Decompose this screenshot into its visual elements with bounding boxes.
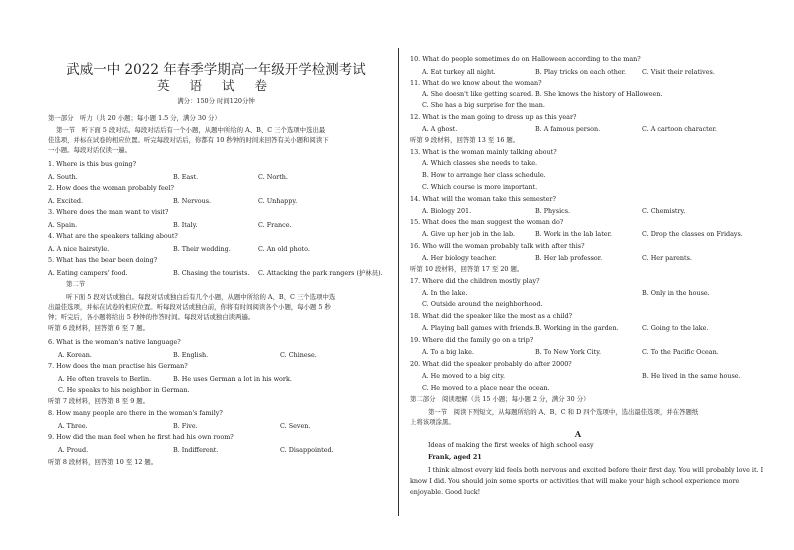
question: 18. What did the speaker like the most as a child?: [410, 312, 573, 320]
question: 9. How did the man feel when he first had his own room?: [48, 433, 234, 441]
question: 8. How many people are there in the woman's family?: [48, 409, 223, 417]
option: A. Excited.: [48, 197, 84, 205]
question: 14. What will the woman take this semester?: [410, 195, 556, 203]
option: B. East.: [173, 173, 199, 181]
option: C. Chemistry.: [642, 207, 686, 215]
option: A. Give up her job in the lab.: [422, 230, 516, 238]
material-heading: 听第 7 段材料，回答第 8 至 9 题。: [48, 397, 150, 405]
option: C. Drop the classes on Fridays.: [642, 230, 743, 238]
option: C. He speaks to his neighbor in German.: [58, 386, 190, 394]
passage-text: enjoyable. Good luck!: [410, 488, 481, 496]
passage-label: A: [574, 429, 582, 439]
section2-instr: 钟；听完后，各小题将给出 5 秒钟的作答时间。每段对话或独白读两遍。: [48, 313, 255, 321]
option: B. Chasing the tourists.: [173, 269, 250, 277]
question: 2. How does the woman probably feel?: [48, 184, 174, 192]
option: B. Play tricks on each other.: [535, 68, 626, 76]
question: 7. How does the man practise his German?: [48, 362, 188, 370]
section1-instr: 佳选项，并标在试卷的相应位置。听完每段对话后，你都有 10 秒钟的时间来回答有关小题和阅读下: [48, 136, 329, 144]
option: A. Playing ball games with friends.: [422, 324, 535, 332]
option: C. She has a big surprise for the man.: [422, 101, 545, 109]
question: 17. Where did the children mostly play?: [410, 277, 540, 285]
material-heading: 听第 6 段材料，回答第 6 至 7 题。: [48, 324, 150, 332]
question: 10. What do people sometimes do on Halloween according to the man?: [410, 55, 641, 63]
option: B. Indifferent.: [173, 446, 219, 454]
option: A. She doesn't like getting scared.: [422, 90, 534, 98]
option: A. South.: [48, 173, 78, 181]
question: 5. What has the bear been doing?: [48, 256, 158, 264]
option: B. Her lab professor.: [535, 254, 603, 262]
section2-instr: 听下面 5 段对话或独白。每段对话或独白后有几个小题，从题中所给的 A、B、C 三个选项中选: [66, 293, 336, 301]
option: B. Working in the garden.: [535, 324, 619, 332]
section2-heading: 第二节: [66, 280, 86, 288]
column-divider: [398, 48, 399, 516]
passage-text: know I did. You should join some sports or activities that will make your high school experience more: [410, 477, 740, 485]
passage-author: Frank, aged 21: [428, 453, 482, 461]
section1-instr: 第一节 听下面 5 段对话。每段对话后有一个小题，从题中所给的 A、B、C 三个选项中选出最: [56, 126, 326, 134]
material-heading: 听第 8 段材料，回答第 10 至 12 题。: [48, 458, 158, 466]
option: A. Which classes she needs to take.: [422, 159, 538, 167]
option: C. Disappointed.: [280, 446, 334, 454]
option: B. Italy.: [173, 221, 198, 229]
option: B. Their wedding.: [173, 245, 231, 253]
option: B. Work in the lab later.: [535, 230, 612, 238]
question: 20. What did the speaker probably do after 2000?: [410, 360, 572, 368]
option: A. Biology 201.: [422, 207, 472, 215]
option: A. He often travels to Berlin.: [58, 375, 152, 383]
option: C. An old photo.: [258, 245, 310, 253]
option: B. To New York City.: [535, 348, 602, 356]
option: A. A ghost.: [422, 125, 458, 133]
material-heading: 听第 10 段材料，回答第 17 至 20 题。: [410, 265, 524, 273]
option: B. English.: [173, 351, 209, 359]
part2-heading: 第二部分 阅读理解（共 15 小题；每小题 2 分，满分 30 分）: [410, 395, 590, 403]
option: C. Her parents.: [642, 254, 692, 262]
section1-instr: 一小题。每段对话仅读一遍。: [48, 146, 132, 154]
option: C. Seven.: [280, 422, 311, 430]
option: A. A nice hairstyle.: [48, 245, 110, 253]
question: 11. What do we know about the woman?: [410, 79, 542, 87]
option: B. Five.: [173, 422, 198, 430]
option: C. Unhappy.: [258, 197, 298, 205]
option: B. He uses German a lot in his work.: [173, 375, 292, 383]
option: A. Her biology teacher.: [422, 254, 497, 262]
option: B. A famous person.: [535, 125, 601, 133]
option: A. He moved to a big city.: [422, 372, 506, 380]
option: A. Korean.: [58, 351, 92, 359]
option: C. He moved to a place near the ocean.: [422, 384, 550, 392]
question: 16. Who will the woman probably talk with after this?: [410, 242, 585, 250]
passage-text: I think almost every kid feels both nervous and excited before their first day. You will probably love it. I: [428, 466, 764, 474]
option: A. Spain.: [48, 221, 78, 229]
option: B. How to arrange her class schedule.: [422, 171, 546, 179]
option: A. To a big lake.: [422, 348, 474, 356]
option: A. Proud.: [58, 446, 89, 454]
question: 3. Where does the man want to visit?: [48, 208, 169, 216]
passage-title: Ideas of making the first weeks of high school easy: [428, 441, 594, 449]
part2-instr: 第一节 阅读下列短文，从每题所给的 A、B、C 和 D 四个选项中，选出最佳选项，并在答题纸: [428, 408, 699, 416]
option: C. North.: [258, 173, 288, 181]
question: 19. Where did the family go on a trip?: [410, 336, 534, 344]
option: C. Outside around the neighborhood.: [422, 300, 543, 308]
option: C. Chinese.: [280, 351, 317, 359]
part1-heading: 第一部分 听力（共 20 小题；每小题 1.5 分，满分 30 分）: [48, 114, 221, 122]
section2-instr: 出最佳选项，并标在试卷的相应位置。听每段对话或独白前，你将有时间阅读各个小题，每小题 5 秒: [48, 303, 331, 311]
option: B. Nervous.: [173, 197, 212, 205]
part2-instr: 上将该项涂黑。: [410, 418, 455, 426]
option: A. Eat turkey all night.: [422, 68, 496, 76]
option: C. Visit their relatives.: [642, 68, 715, 76]
option: C. Going to the lake.: [642, 324, 709, 332]
option: B. She knows the history of Halloween.: [535, 90, 663, 98]
option: C. Attacking the park rangers (护林员).: [258, 269, 383, 277]
question: 13. What is the woman mainly talking about?: [410, 148, 557, 156]
option: C. France.: [258, 221, 292, 229]
question: 12. What is the man going to dress up as this year?: [410, 113, 577, 121]
option: A. Three.: [58, 422, 88, 430]
question: 15. What does the man suggest the woman do?: [410, 218, 564, 226]
question: 1. Where is this bus going?: [48, 160, 136, 168]
exam-meta: 满分：150分 时间120分钟: [177, 97, 255, 105]
material-heading: 听第 9 段材料，回答第 13 至 16 题。: [410, 136, 520, 144]
question: 6. What is the woman's native language?: [48, 338, 181, 346]
exam-title: 武威一中 2022 年春季学期高一年级开学检测考试: [66, 62, 366, 78]
question: 4. What are the speakers talking about?: [48, 232, 178, 240]
option: C. A cartoon character.: [642, 125, 717, 133]
option: A. Eating campers' food.: [48, 269, 128, 277]
option: B. Only in the house.: [642, 289, 710, 297]
exam-subtitle: 英 语 试 卷: [157, 78, 275, 93]
option: B. He lived in the same house.: [642, 372, 741, 380]
option: A. In the lake.: [422, 289, 468, 297]
option: B. Physics.: [535, 207, 570, 215]
option: C. Which course is more important.: [422, 183, 538, 191]
option: C. To the Pacific Ocean.: [642, 348, 719, 356]
